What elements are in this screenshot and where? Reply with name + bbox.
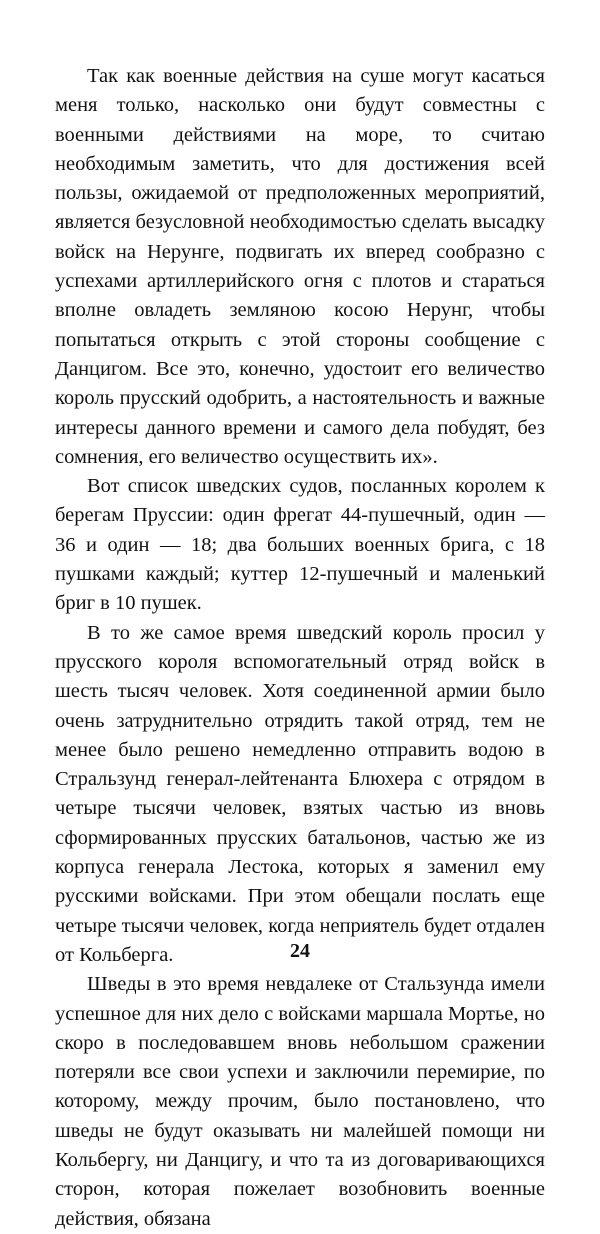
body-text: [55, 62, 545, 1234]
paragraph-1: Так как военные действия на суше могут касаться меня только, насколько они будут совместны с военными действиями на море, то считаю необходимым заметить, что для достижения всей пользы, ожидаемой от предположенных мероприятий, является безусловной необходимостью сделать высадку войск на Нерунге, подвигать их вперед сообразно с успехами артиллерийского огня с плотов и стараться вполне овладеть земляною косою Нерунг, чтобы попытаться открыть с этой стороны сообщение с Данцигом. Все это, конечно, удостоит его величество король прусский одобрить, а настоятельность и важные интересы данного времени и самого дела побудят, без сомнения, его величество осуществить их».: [55, 65, 545, 468]
paragraph-4: Шведы в это время невдалеке от Стальзунда имели успешное для них дело с войсками маршала Мортье, но скоро в последовавшем вновь небольшом сражении потеряли все свои успехи и заключили перемирие, по которому, между прочим, было постановлено, что шведы не будут оказывать ни малейшей помощи ни Кольбергу, ни Данцигу, и что та из договаривающихся сторон, которая пожелает возобновить военные действия, обязана: [55, 973, 545, 1230]
paragraph-2: Вот список шведских судов, посланных королем к берегам Пруссии: один фрегат 44-пушечный, один — 36 и один — 18; два больших военных брига, с 18 пушками каждый; куттер 12-пушечный и маленький бриг в 10 пушек.: [55, 475, 545, 615]
paragraph-3: В то же самое время шведский король просил у прусского короля вспомогательный отряд войск в шесть тысяч человек. Хотя соединенной армии было очень затруднительно отрядить такой отряд, тем не менее было решено немедленно отправить водою в Стральзунд генерал-лейтенанта Блюхера с отрядом в четыре тысячи человек, взятых частью из вновь сформированных прусских батальонов, частью же из корпуса генерала Лестока, которых я заменил ему русскими войсками. При этом обещали послать еще четыре тысячи человек, когда неприятель будет отдален от Кольберга.: [55, 621, 545, 966]
page-number: 24: [290, 940, 310, 962]
